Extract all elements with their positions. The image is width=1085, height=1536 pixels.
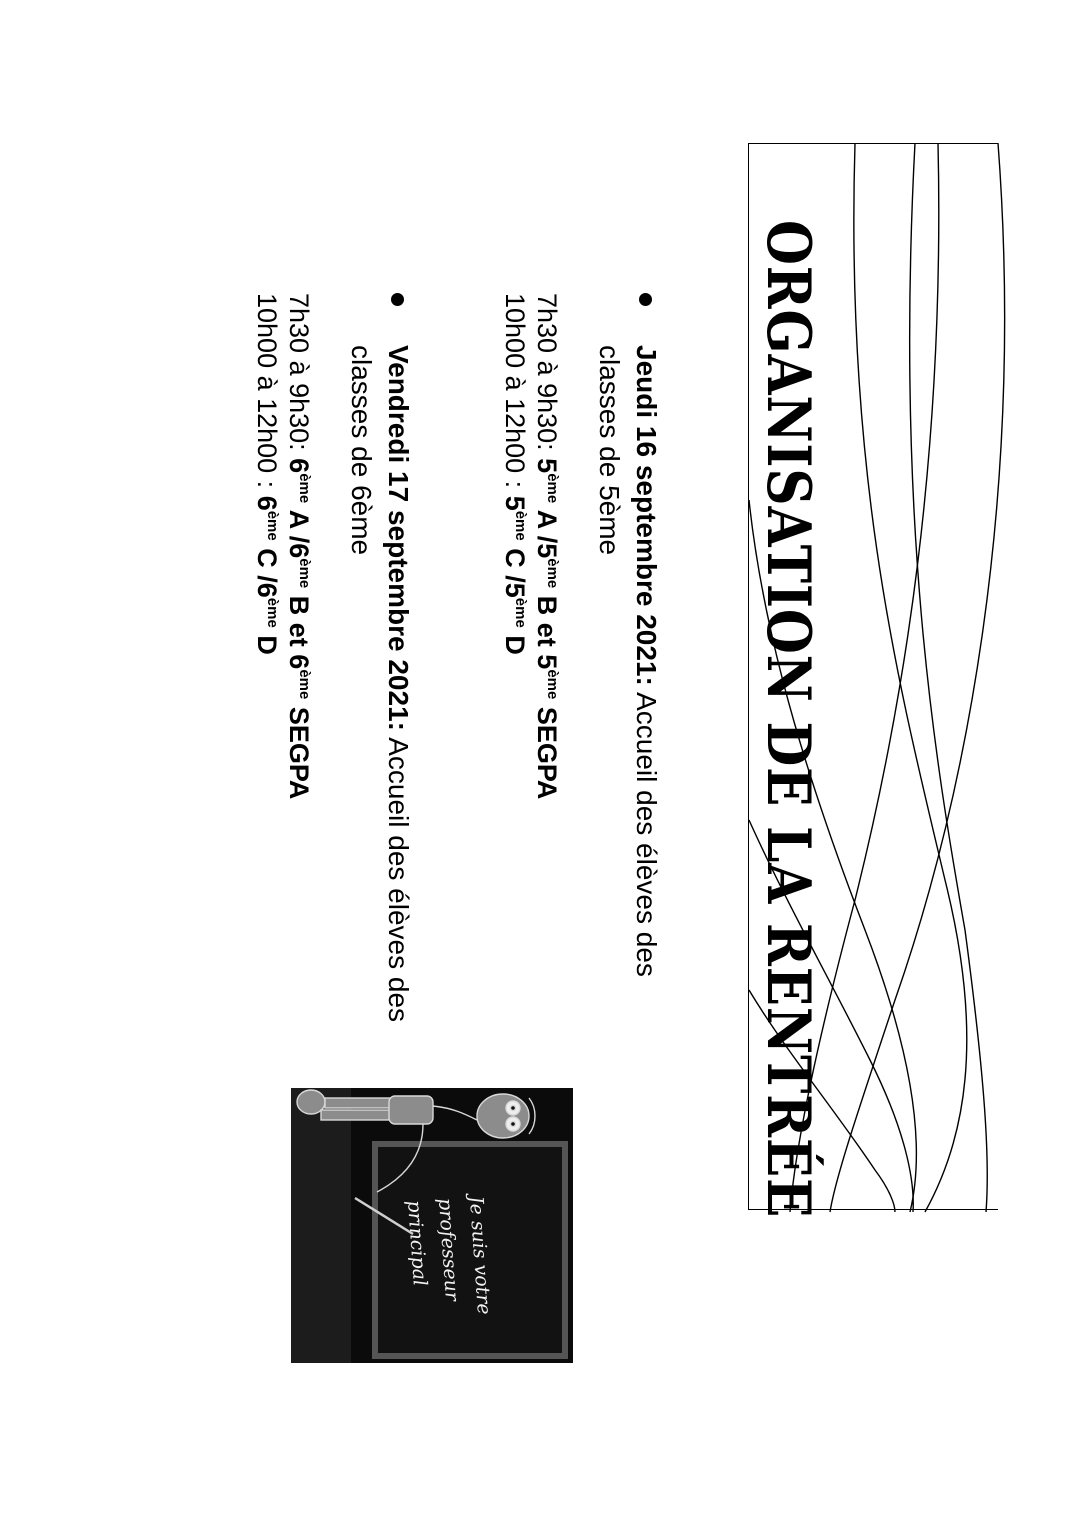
schedule-slot	[283, 293, 320, 799]
class-level: 6	[252, 582, 282, 598]
class-suffix: ème	[296, 473, 313, 504]
class-suffix: ème	[512, 597, 529, 628]
class-label: SEGPA	[284, 699, 314, 800]
blackboard-text	[398, 1195, 499, 1320]
class-suffix: ème	[544, 473, 561, 504]
class-label: C /	[252, 540, 282, 583]
class-suffix: ème	[264, 510, 281, 541]
class-level: 5	[500, 495, 530, 511]
board-line: principal	[402, 1199, 431, 1287]
wave-line	[830, 143, 1005, 1212]
class-suffix: ème	[544, 558, 561, 589]
event-headline	[343, 345, 417, 1045]
event-date: Jeudi 16 septembre 2021:	[631, 345, 662, 686]
class-label: A /	[532, 503, 562, 544]
class-label: D	[252, 627, 282, 655]
class-level: 6	[284, 458, 314, 474]
class-label: SEGPA	[532, 699, 562, 800]
class-suffix: ème	[296, 669, 313, 700]
event-headline	[591, 345, 665, 1045]
bullet-icon	[391, 293, 404, 306]
class-level: 5	[500, 582, 530, 598]
class-label: B et	[532, 588, 562, 655]
class-suffix: ème	[296, 558, 313, 589]
board-line: Je suis votre	[464, 1195, 496, 1316]
page-title: ORGANISATION DE LA RENTRÉE	[753, 220, 823, 1219]
class-label: C /	[500, 540, 530, 583]
slot-time: 7h30 à 9h30:	[284, 293, 314, 459]
class-label: D	[500, 627, 530, 655]
schedule-slot	[251, 293, 288, 655]
class-suffix: ème	[264, 597, 281, 628]
class-label: B et	[284, 588, 314, 655]
schedule-slot	[531, 293, 568, 799]
slot-time: 7h30 à 9h30:	[532, 293, 562, 459]
board-line: professeur	[433, 1197, 464, 1302]
class-level: 5	[532, 654, 562, 670]
class-suffix: ème	[512, 510, 529, 541]
class-level: 5	[532, 458, 562, 474]
event-description: Accueil des élèves des classes de 6ème	[346, 345, 414, 1023]
bullet-icon	[639, 293, 652, 306]
class-label: A /	[284, 503, 314, 544]
schedule-slot	[499, 293, 536, 655]
slot-time: 10h00 à 12h00 :	[500, 293, 530, 496]
class-level: 5	[532, 543, 562, 559]
class-suffix: ème	[544, 669, 561, 700]
event-date: Vendredi 17 septembre 2021:	[383, 345, 414, 731]
event-description: Accueil des élèves des classes de 5ème	[594, 345, 662, 977]
class-level: 6	[284, 543, 314, 559]
class-level: 6	[252, 495, 282, 511]
slot-time: 10h00 à 12h00 :	[252, 293, 282, 496]
class-level: 6	[284, 654, 314, 670]
